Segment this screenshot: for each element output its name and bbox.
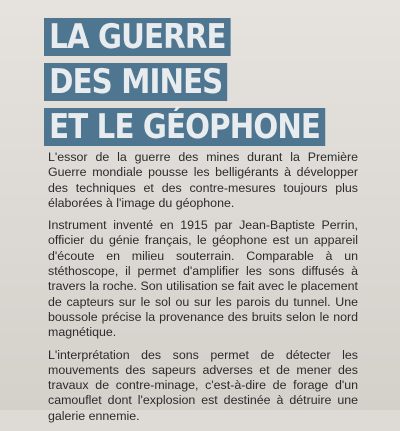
paragraph-intro: L'essor de la guerre des mines durant la Première Guerre mondiale pousse les belligérants à développer des techniques et des contre-mesures toujours plus élaborées à l'image du géophone. <box>48 150 358 210</box>
title-line-2: DES MINES <box>44 63 228 101</box>
paragraph-interpretation: L'interprétation des sons permet de détecter les mouvements des sapeurs adverses et de mener des travaux de contre-minage, c'est-à-dire de forage d'un camouflet dont l'explosion est destinée à détruire une galerie ennemie. <box>48 347 358 423</box>
title-line-3: ET LE GÉOPHONE <box>44 108 325 146</box>
panel-body <box>48 150 358 431</box>
title-line-1: LA GUERRE <box>44 18 231 56</box>
paragraph-geophone: Instrument inventé en 1915 par Jean-Baptiste Perrin, officier du génie français, le géophone est un appareil d'écoute en milieu souterrain. Comparable à un stéthoscope, il permet d'amplifier les sons diffusés à travers la roche. Son utilisation se fait avec le placement de capteurs sur le sol ou sur les parois du tunnel. Une boussole précise la provenance des bruits selon le nord magnétique. <box>48 218 358 340</box>
